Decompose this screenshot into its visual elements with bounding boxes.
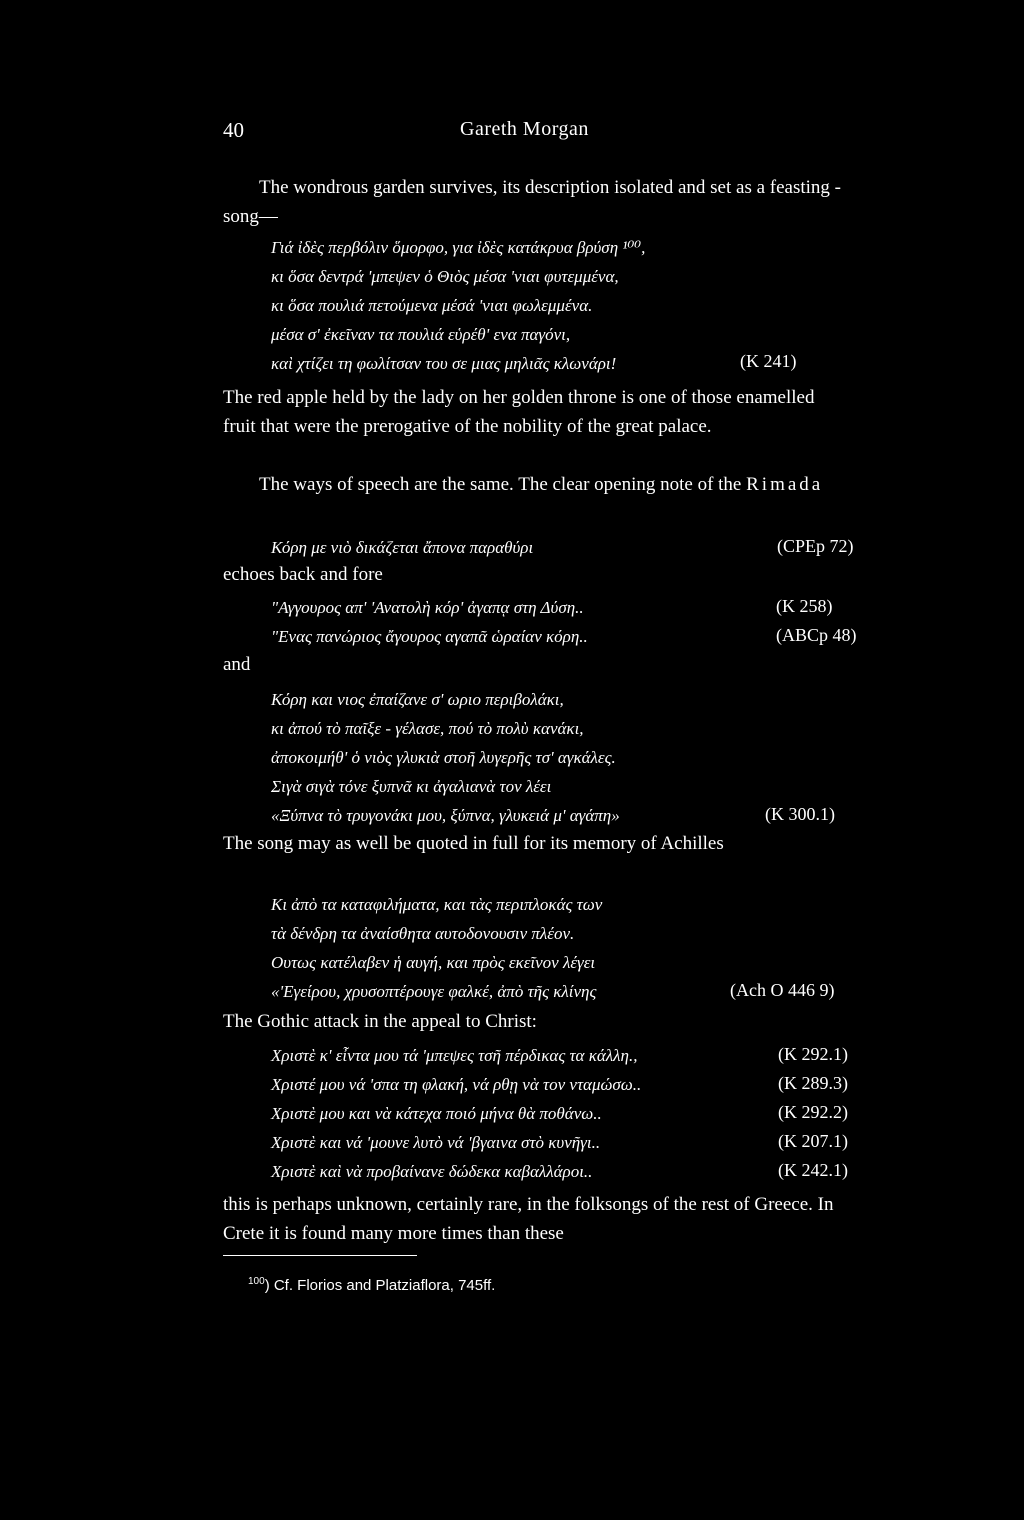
verse-line: Κόρη και νιος ἐπαίζανε σ' ωριο περιβολάκι, <box>271 690 564 709</box>
footnote <box>248 1276 495 1294</box>
verse-line: Κόρη με νιὸ δικάζεται ἄπονα παραθύρι <box>271 538 534 557</box>
paragraph-text: The ways of speech are the same. The clear opening note of the <box>259 474 742 495</box>
verse-line: Χριστὲ μου και νὰ κάτεχα ποιό μήνα θὰ ποθάνω.. <box>271 1104 602 1123</box>
citation: (ABCp 48) <box>776 625 857 645</box>
verse-line: κι ὅσα δεντρά 'μπεψεν ὁ Θιὸς μέσα 'νιαι φυτεμμένα, <box>271 267 619 286</box>
footnote-text: ) Cf. Florios and Platziaflora, 745ff. <box>264 1277 496 1294</box>
citation: (K 292.2) <box>778 1102 848 1122</box>
citation: (K 258) <box>776 596 833 616</box>
verse-line: κι ἀπού τὸ παῖξε - γέλασε, πού τὸ πολὺ κανάκι, <box>271 719 584 738</box>
verse-line: καὶ χτίζει τη φωλίτσαν του σε μιας μηλιᾶς κλωνάρι! <box>271 354 617 373</box>
paragraph-speech <box>223 470 843 499</box>
citation: (Ach O 446 9) <box>730 980 835 1000</box>
citation: (K 289.3) <box>778 1073 848 1093</box>
term-rimada: Rimada <box>746 474 824 495</box>
paragraph-apple: The red apple held by the lady on her golden throne is one of those enamelled fruit that were the prerogative of the nobility of the great palace. <box>223 387 815 437</box>
paragraph-closing: this is perhaps unknown, certainly rare, in the folksongs of the rest of Greece. In Crete it is found many more times than these <box>223 1194 834 1244</box>
footnote-rule <box>223 1255 417 1256</box>
citation: (K 300.1) <box>765 804 835 824</box>
paragraph-intro: The wondrous garden survives, its description isolated and set as a feasting - song— <box>223 177 841 227</box>
verse-line: Γιά ἰδὲς περβόλιν ὅμορφο, για ἰδὲς κατάκρυα βρύση ¹⁰⁰, <box>271 238 646 257</box>
verse-line: τὰ δένδρη τα ἀναίσθητα αυτοδονουσιν πλέον. <box>271 924 575 943</box>
paragraph-gothic: The Gothic attack in the appeal to Christ: <box>223 1011 537 1032</box>
verse-line: «Ξύπνα τὸ τρυγονάκι μου, ξύπνα, γλυκειά μ' αγάπη» <box>271 806 620 825</box>
verse-line: Κι ἀπὸ τα καταφιλήματα, και τὰς περιπλοκάς των <box>271 895 603 914</box>
verse-line: Χριστέ μου νά 'σπα τη φλακή, νά ρθῃ νὰ τον νταμώσω.. <box>271 1075 642 1094</box>
citation: (CPEp 72) <box>777 536 854 556</box>
citation: (K 292.1) <box>778 1044 848 1064</box>
connective-text: echoes back and fore <box>223 564 383 585</box>
verse-line: κι ὅσα πουλιά πετούμενα μέσά 'νιαι φωλεμμένα. <box>271 296 593 315</box>
page-header <box>223 118 843 148</box>
connective-text: and <box>223 654 251 675</box>
verse-line: μέσα σ' ἐκεῖναν τα πουλιά εὑρέθ' ενα παγόνι, <box>271 325 571 344</box>
verse-line: Χριστὲ και νά 'μουνε λυτὸ νά 'βγαινα στὸ κυνῆγι.. <box>271 1133 601 1152</box>
citation: (K 242.1) <box>778 1160 848 1180</box>
verse-line: Χριστὲ κ' εἶντα μου τά 'μπεψες τσῆ πέρδικας τα κάλλη., <box>271 1046 638 1065</box>
verse-line: "Αγγουρος απ' 'Ανατολὴ κόρ' ἀγαπᾳ στη Δύση.. <box>271 598 584 617</box>
verse-line: "Ενας πανώριος ἄγουρος αγαπᾶ ὡραίαν κόρη.. <box>271 627 588 646</box>
paragraph-achilles: The song may as well be quoted in full for its memory of Achilles <box>223 833 724 854</box>
footnote-mark: 100 <box>248 1276 265 1287</box>
verse-line: Χριστὲ καὶ νὰ προβαίνανε δώδεκα καβαλλάροι.. <box>271 1162 593 1181</box>
page-number: 40 <box>223 118 244 142</box>
citation: (K 207.1) <box>778 1131 848 1151</box>
citation: (K 241) <box>740 351 797 371</box>
verse-line: Σιγὰ σιγὰ τόνε ξυπνᾶ κι ἀγαλιανὰ τον λέει <box>271 777 552 796</box>
verse-line: Ουτως κατέλαβεν ἡ αυγή, και πρὸς εκεῖνον λέγει <box>271 953 596 972</box>
running-title: Gareth Morgan <box>460 118 589 140</box>
verse-line: ἀποκοιμήθ' ὁ νιὸς γλυκιὰ στοῆ λυγερῆς τσ' αγκάλες. <box>271 748 616 767</box>
verse-line: «'Εγείρου, χρυσοπτέρουγε φαλκέ, ἀπὸ τῆς κλίνης <box>271 982 597 1001</box>
